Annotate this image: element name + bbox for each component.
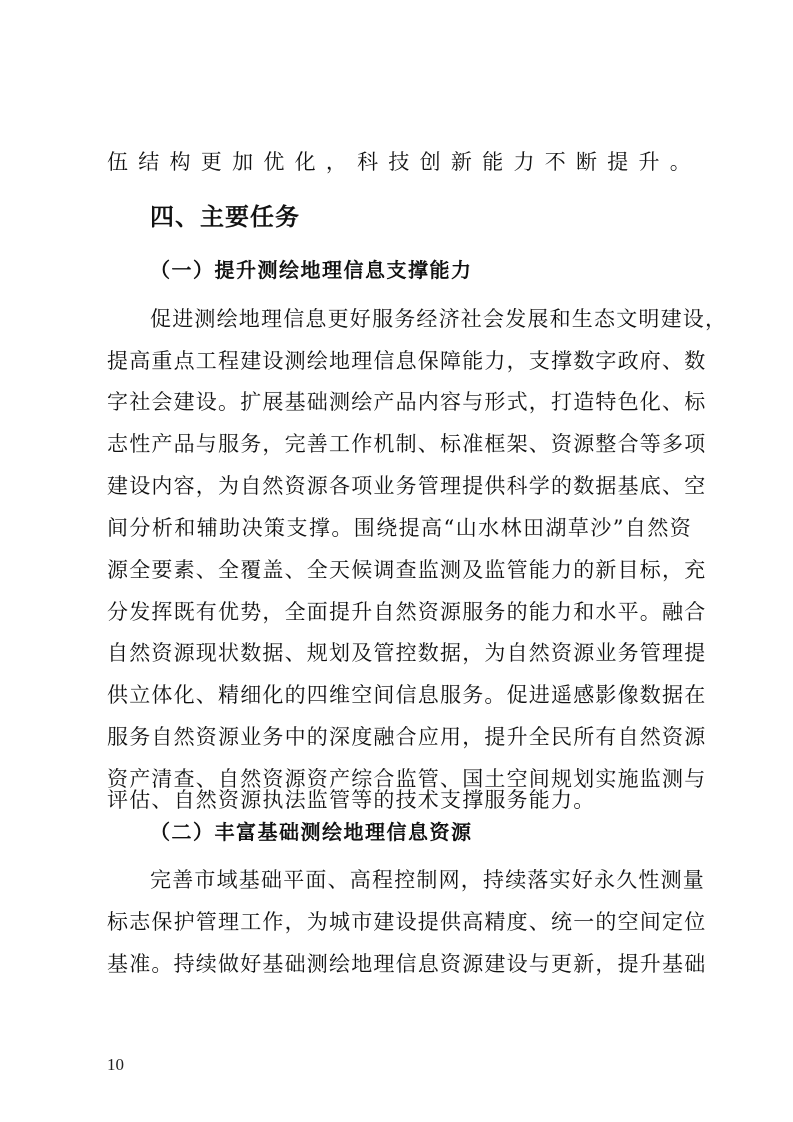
paragraph-line: 分发挥既有优势，全面提升自然资源服务的能力和水平。融合 <box>107 600 707 624</box>
paragraph-line: 志性产品与服务，完善工作机制、标准框架、资源整合等多项 <box>107 432 707 456</box>
paragraph-line: 源全要素、全覆盖、全天候调查监测及监管能力的新目标，充 <box>107 558 707 582</box>
paragraph-line: 提高重点工程建设测绘地理信息保障能力，支撑数字政府、数 <box>107 349 707 373</box>
paragraph-line: 评估、自然资源执法监管等的技术支撑服务能力。 <box>107 788 596 812</box>
paragraph-line: 基准。持续做好基础测绘地理信息资源建设与更新，提升基础 <box>107 952 707 976</box>
section-heading: 四、主要任务 <box>150 203 300 231</box>
paragraph-line: 完善市域基础平面、高程控制网，持续落实好永久性测量 <box>150 868 705 892</box>
subsection-heading-1: （一）提升测绘地理信息支撑能力 <box>150 258 473 282</box>
subsection-heading-2: （二）丰富基础测绘地理信息资源 <box>150 820 473 844</box>
continuation-line: 伍结构更加优化，科技创新能力不断提升。 <box>107 150 692 174</box>
paragraph-line: 供立体化、精细化的四维空间信息服务。促进遥感影像数据在 <box>107 683 707 707</box>
paragraph-line: 服务自然资源业务中的深度融合应用，提升全民所有自然资源 <box>107 725 707 749</box>
paragraph-line: 建设内容，为自然资源各项业务管理提供科学的数据基底、空 <box>107 474 707 498</box>
page-number: 10 <box>107 1055 124 1074</box>
paragraph-line: 自然资源现状数据、规划及管控数据，为自然资源业务管理提 <box>107 641 707 665</box>
paragraph-line: 促进测绘地理信息更好服务经济社会发展和生态文明建设， <box>150 307 728 331</box>
paragraph-line: 资产清查、自然资源资产综合监管、国土空间规划实施监测与 <box>107 767 707 791</box>
paragraph-line: 字社会建设。扩展基础测绘产品内容与形式，打造特色化、标 <box>107 390 707 414</box>
paragraph-line: 间分析和辅助决策支撑。围绕提高“山水林田湖草沙”自然资 <box>107 516 692 540</box>
paragraph-line: 标志保护管理工作，为城市建设提供高精度、统一的空间定位 <box>107 910 707 934</box>
